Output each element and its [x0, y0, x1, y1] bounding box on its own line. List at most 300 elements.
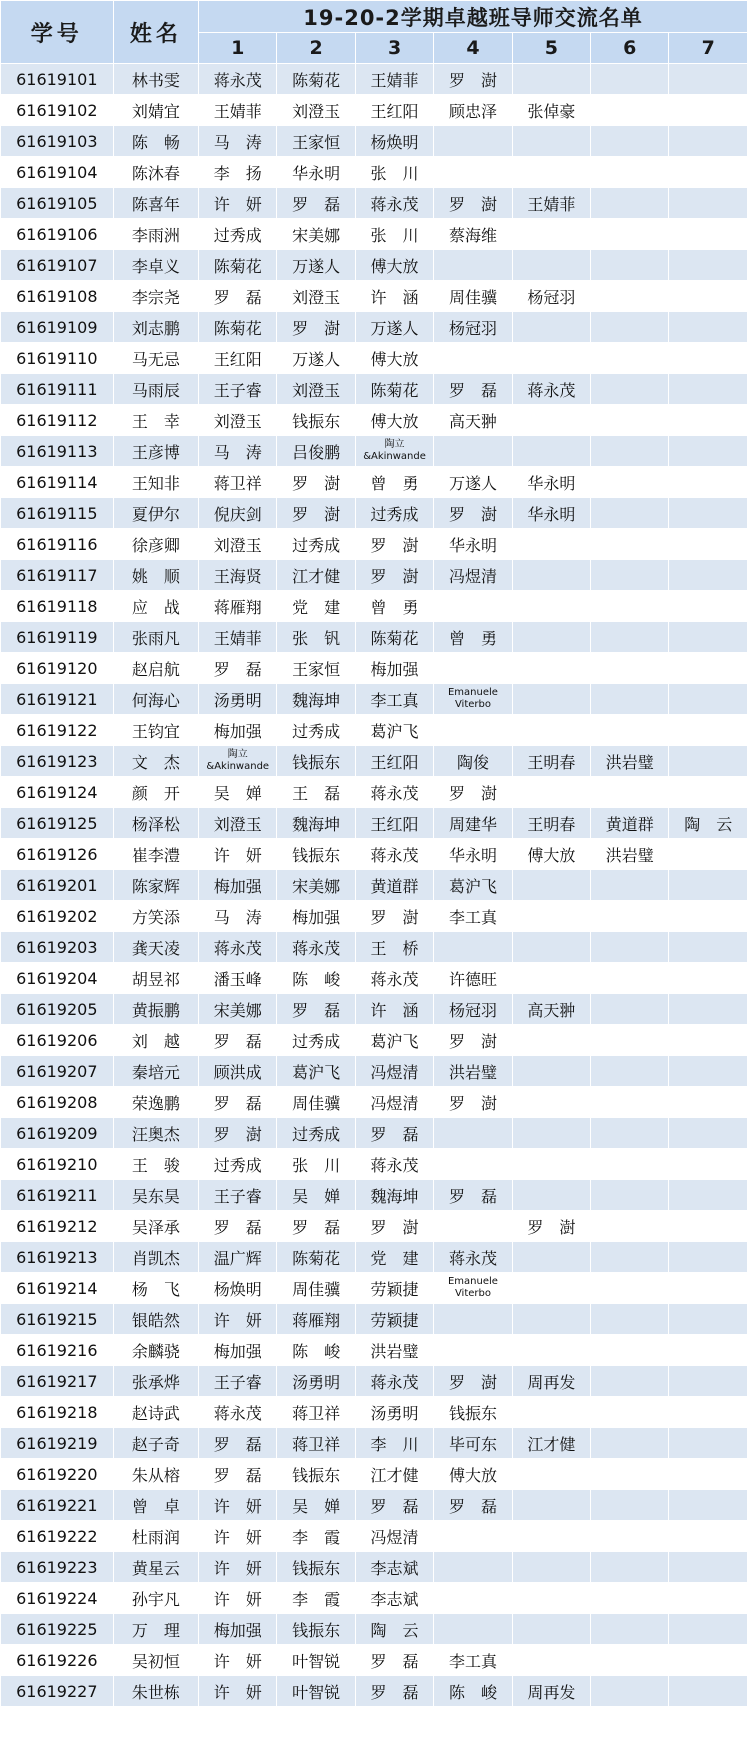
table-row [1, 343, 748, 374]
teacher-cell-5 [512, 870, 590, 901]
teacher-cell-5 [512, 1645, 590, 1676]
teacher-cell-2: 罗 澍 [277, 498, 355, 529]
teacher-cell-1: 潘玉峰 [199, 963, 277, 994]
teacher-cell-3: 魏海坤 [355, 1180, 433, 1211]
teacher-cell-3: 冯煜清 [355, 1087, 433, 1118]
table-row [1, 467, 748, 498]
teacher-cell-2: 叶智锐 [277, 1676, 355, 1707]
teacher-cell-2: 张 钒 [277, 622, 355, 653]
table-row [1, 1490, 748, 1521]
teacher-cell-1: 罗 磊 [199, 1025, 277, 1056]
student-name-cell: 赵子奇 [113, 1428, 198, 1459]
teacher-cell-1: 许 妍 [199, 1676, 277, 1707]
teacher-cell-5 [512, 1459, 590, 1490]
teacher-cell-4: Emanuele Viterbo [434, 1273, 512, 1304]
table-row [1, 1645, 748, 1676]
teacher-cell-3: 劳颖捷 [355, 1304, 433, 1335]
teacher-cell-5: 王明春 [512, 808, 590, 839]
student-id-cell: 61619120 [1, 653, 114, 684]
teacher-cell-3: 罗 澍 [355, 529, 433, 560]
teacher-cell-6 [591, 777, 669, 808]
teacher-cell-5: 蒋永茂 [512, 374, 590, 405]
teacher-cell-4: 李工真 [434, 901, 512, 932]
student-id-cell: 61619126 [1, 839, 114, 870]
table-row [1, 1428, 748, 1459]
teacher-cell-3: 蒋永茂 [355, 1149, 433, 1180]
student-name-cell: 姚 顺 [113, 560, 198, 591]
table-row [1, 95, 748, 126]
teacher-cell-2: 宋美娜 [277, 219, 355, 250]
teacher-cell-5: 傅大放 [512, 839, 590, 870]
teacher-cell-5 [512, 1583, 590, 1614]
teacher-cell-4: 罗 澍 [434, 498, 512, 529]
teacher-cell-7 [669, 219, 748, 250]
teacher-cell-5: 华永明 [512, 467, 590, 498]
header-teacher-5: 5 [512, 33, 590, 64]
teacher-cell-1: 许 妍 [199, 1490, 277, 1521]
table-row [1, 529, 748, 560]
teacher-cell-5: 王婧菲 [512, 188, 590, 219]
teacher-cell-7 [669, 1521, 748, 1552]
student-id-cell: 61619110 [1, 343, 114, 374]
teacher-cell-7 [669, 1397, 748, 1428]
teacher-cell-1: 蒋永茂 [199, 1397, 277, 1428]
student-id-cell: 61619221 [1, 1490, 114, 1521]
student-id-cell: 61619219 [1, 1428, 114, 1459]
teacher-cell-4: 罗 磊 [434, 1180, 512, 1211]
teacher-cell-7 [669, 64, 748, 95]
student-id-cell: 61619105 [1, 188, 114, 219]
student-id-cell: 61619212 [1, 1211, 114, 1242]
teacher-cell-5 [512, 529, 590, 560]
teacher-cell-7 [669, 405, 748, 436]
student-name-cell: 颜 开 [113, 777, 198, 808]
teacher-cell-3: 陈菊花 [355, 622, 433, 653]
teacher-cell-4: 罗 澍 [434, 1366, 512, 1397]
student-id-cell: 61619115 [1, 498, 114, 529]
student-id-cell: 61619202 [1, 901, 114, 932]
teacher-cell-4: 杨冠羽 [434, 994, 512, 1025]
teacher-cell-6 [591, 1180, 669, 1211]
teacher-cell-3: 江才健 [355, 1459, 433, 1490]
teacher-cell-3: 陈菊花 [355, 374, 433, 405]
teacher-cell-4 [434, 932, 512, 963]
teacher-cell-5 [512, 715, 590, 746]
table-row [1, 1056, 748, 1087]
student-id-cell: 61619209 [1, 1118, 114, 1149]
teacher-cell-2: 罗 磊 [277, 1211, 355, 1242]
table-row [1, 870, 748, 901]
header-teacher-3: 3 [355, 33, 433, 64]
teacher-cell-2: 华永明 [277, 157, 355, 188]
teacher-cell-2: 吴 婵 [277, 1490, 355, 1521]
teacher-cell-4 [434, 1335, 512, 1366]
teacher-cell-6 [591, 219, 669, 250]
teacher-cell-4: 陈 峻 [434, 1676, 512, 1707]
teacher-cell-7 [669, 95, 748, 126]
teacher-cell-1: 陶立&Akinwande [199, 746, 277, 777]
teacher-cell-1: 温广辉 [199, 1242, 277, 1273]
teacher-cell-5: 周再发 [512, 1676, 590, 1707]
student-name-cell: 何海心 [113, 684, 198, 715]
teacher-cell-4 [434, 436, 512, 467]
teacher-cell-6: 黄道群 [591, 808, 669, 839]
teacher-cell-6 [591, 963, 669, 994]
teacher-cell-5 [512, 560, 590, 591]
teacher-cell-2: 王 磊 [277, 777, 355, 808]
teacher-cell-6 [591, 64, 669, 95]
teacher-cell-3: 黄道群 [355, 870, 433, 901]
teacher-cell-7 [669, 1676, 748, 1707]
teacher-cell-2: 万遂人 [277, 250, 355, 281]
teacher-cell-3: 李 川 [355, 1428, 433, 1459]
table-row [1, 1459, 748, 1490]
teacher-cell-1: 许 妍 [199, 839, 277, 870]
student-name-cell: 朱世栋 [113, 1676, 198, 1707]
teacher-cell-3: 许 涵 [355, 281, 433, 312]
teacher-cell-6 [591, 622, 669, 653]
teacher-cell-4: 顾忠泽 [434, 95, 512, 126]
teacher-cell-3: 李工真 [355, 684, 433, 715]
student-id-cell: 61619108 [1, 281, 114, 312]
teacher-cell-3: 罗 澍 [355, 1211, 433, 1242]
teacher-cell-1: 李 扬 [199, 157, 277, 188]
teacher-cell-3: 蒋永茂 [355, 777, 433, 808]
teacher-cell-6 [591, 312, 669, 343]
student-name-cell: 文 杰 [113, 746, 198, 777]
teacher-cell-3: 王婧菲 [355, 64, 433, 95]
teacher-cell-1: 刘澄玉 [199, 529, 277, 560]
table-row [1, 1087, 748, 1118]
teacher-cell-5 [512, 1397, 590, 1428]
teacher-cell-5 [512, 1614, 590, 1645]
teacher-cell-5 [512, 591, 590, 622]
student-name-cell: 王彦博 [113, 436, 198, 467]
teacher-cell-7 [669, 622, 748, 653]
student-id-cell: 61619227 [1, 1676, 114, 1707]
teacher-cell-6 [591, 1273, 669, 1304]
teacher-cell-5 [512, 622, 590, 653]
student-id-cell: 61619213 [1, 1242, 114, 1273]
teacher-cell-7 [669, 498, 748, 529]
teacher-cell-6 [591, 1459, 669, 1490]
student-name-cell: 汪奥杰 [113, 1118, 198, 1149]
teacher-cell-2: 梅加强 [277, 901, 355, 932]
student-name-cell: 孙宇凡 [113, 1583, 198, 1614]
student-name-cell: 应 战 [113, 591, 198, 622]
teacher-cell-1: 许 妍 [199, 1304, 277, 1335]
teacher-cell-1: 罗 磊 [199, 281, 277, 312]
student-id-cell: 61619203 [1, 932, 114, 963]
teacher-cell-7 [669, 436, 748, 467]
teacher-cell-4 [434, 157, 512, 188]
teacher-cell-4 [434, 1583, 512, 1614]
teacher-cell-7 [669, 746, 748, 777]
teacher-cell-5: 罗 澍 [512, 1211, 590, 1242]
student-id-cell: 61619121 [1, 684, 114, 715]
student-name-cell: 夏伊尔 [113, 498, 198, 529]
teacher-cell-4 [434, 715, 512, 746]
teacher-cell-5 [512, 1180, 590, 1211]
teacher-cell-6 [591, 436, 669, 467]
teacher-cell-1: 罗 磊 [199, 1459, 277, 1490]
student-name-cell: 银皓然 [113, 1304, 198, 1335]
teacher-cell-3: 王红阳 [355, 746, 433, 777]
teacher-cell-2: 过秀成 [277, 1025, 355, 1056]
teacher-cell-3: 万遂人 [355, 312, 433, 343]
teacher-cell-2: 江才健 [277, 560, 355, 591]
table-row [1, 1118, 748, 1149]
teacher-cell-1: 蒋卫祥 [199, 467, 277, 498]
teacher-cell-6 [591, 1025, 669, 1056]
student-id-cell: 61619204 [1, 963, 114, 994]
student-name-cell: 王 幸 [113, 405, 198, 436]
teacher-cell-2: 蒋卫祥 [277, 1428, 355, 1459]
student-id-cell: 61619118 [1, 591, 114, 622]
teacher-cell-7 [669, 250, 748, 281]
teacher-cell-5 [512, 157, 590, 188]
student-id-cell: 61619210 [1, 1149, 114, 1180]
teacher-cell-6 [591, 529, 669, 560]
teacher-cell-3: 陶 云 [355, 1614, 433, 1645]
student-name-cell: 王钧宜 [113, 715, 198, 746]
teacher-cell-1: 汤勇明 [199, 684, 277, 715]
teacher-cell-1: 许 妍 [199, 188, 277, 219]
teacher-cell-2: 张 川 [277, 1149, 355, 1180]
table-row [1, 901, 748, 932]
student-id-cell: 61619113 [1, 436, 114, 467]
teacher-cell-6 [591, 1521, 669, 1552]
teacher-cell-6 [591, 1428, 669, 1459]
table-row [1, 157, 748, 188]
teacher-cell-4: 傅大放 [434, 1459, 512, 1490]
teacher-cell-2: 陈菊花 [277, 64, 355, 95]
teacher-cell-4: 蔡海维 [434, 219, 512, 250]
table-row [1, 1583, 748, 1614]
teacher-cell-5: 高天翀 [512, 994, 590, 1025]
table-row [1, 808, 748, 839]
student-id-cell: 61619109 [1, 312, 114, 343]
table-title: 19-20-2学期卓越班导师交流名单 [199, 1, 748, 33]
teacher-cell-2: 钱振东 [277, 1552, 355, 1583]
teacher-cell-4: 罗 澍 [434, 777, 512, 808]
teacher-cell-4: 葛沪飞 [434, 870, 512, 901]
teacher-cell-7 [669, 1025, 748, 1056]
table-row [1, 1366, 748, 1397]
teacher-cell-3: 罗 磊 [355, 1118, 433, 1149]
teacher-cell-3: 冯煜清 [355, 1521, 433, 1552]
teacher-cell-2: 钱振东 [277, 746, 355, 777]
header-student-name: 姓名 [113, 1, 198, 64]
teacher-cell-7 [669, 1273, 748, 1304]
table-row [1, 1180, 748, 1211]
teacher-cell-3: 蒋永茂 [355, 188, 433, 219]
teacher-cell-2: 吴 婵 [277, 1180, 355, 1211]
teacher-cell-4 [434, 250, 512, 281]
table-row [1, 436, 748, 467]
student-id-cell: 61619201 [1, 870, 114, 901]
student-id-cell: 61619125 [1, 808, 114, 839]
teacher-cell-5 [512, 1490, 590, 1521]
teacher-cell-3: 罗 澍 [355, 560, 433, 591]
teacher-cell-6 [591, 157, 669, 188]
student-id-cell: 61619215 [1, 1304, 114, 1335]
teacher-cell-5: 杨冠羽 [512, 281, 590, 312]
teacher-cell-7 [669, 529, 748, 560]
teacher-cell-4: 杨冠羽 [434, 312, 512, 343]
teacher-cell-2: 刘澄玉 [277, 281, 355, 312]
student-name-cell: 张承烨 [113, 1366, 198, 1397]
teacher-cell-2: 李 霞 [277, 1521, 355, 1552]
teacher-cell-6 [591, 343, 669, 374]
table-row [1, 1304, 748, 1335]
teacher-cell-7 [669, 157, 748, 188]
teacher-cell-7 [669, 1242, 748, 1273]
teacher-cell-6 [591, 715, 669, 746]
teacher-cell-4: 罗 磊 [434, 1490, 512, 1521]
teacher-cell-7 [669, 281, 748, 312]
teacher-cell-6 [591, 994, 669, 1025]
student-id-cell: 61619211 [1, 1180, 114, 1211]
student-id-cell: 61619106 [1, 219, 114, 250]
teacher-cell-2: 陈菊花 [277, 1242, 355, 1273]
teacher-cell-1: 马 涛 [199, 901, 277, 932]
teacher-cell-4: 曾 勇 [434, 622, 512, 653]
student-name-cell: 陈 畅 [113, 126, 198, 157]
student-id-cell: 61619225 [1, 1614, 114, 1645]
teacher-cell-2: 宋美娜 [277, 870, 355, 901]
teacher-cell-2: 过秀成 [277, 1118, 355, 1149]
table-row [1, 994, 748, 1025]
student-name-cell: 陈沐春 [113, 157, 198, 188]
teacher-cell-6 [591, 498, 669, 529]
student-name-cell: 王知非 [113, 467, 198, 498]
teacher-cell-7 [669, 870, 748, 901]
teacher-cell-2: 周佳骥 [277, 1087, 355, 1118]
teacher-cell-7 [669, 591, 748, 622]
teacher-cell-6 [591, 1087, 669, 1118]
teacher-cell-7 [669, 1614, 748, 1645]
student-id-cell: 61619124 [1, 777, 114, 808]
student-id-cell: 61619207 [1, 1056, 114, 1087]
teacher-cell-5 [512, 436, 590, 467]
teacher-cell-4 [434, 343, 512, 374]
teacher-cell-6 [591, 901, 669, 932]
teacher-cell-4: Emanuele Viterbo [434, 684, 512, 715]
student-id-cell: 61619223 [1, 1552, 114, 1583]
table-row [1, 219, 748, 250]
teacher-cell-3: 王红阳 [355, 95, 433, 126]
teacher-cell-5 [512, 1087, 590, 1118]
student-id-cell: 61619112 [1, 405, 114, 436]
teacher-cell-6 [591, 1676, 669, 1707]
teacher-cell-6 [591, 1304, 669, 1335]
teacher-cell-7 [669, 560, 748, 591]
teacher-cell-4: 冯煜清 [434, 560, 512, 591]
teacher-cell-4 [434, 653, 512, 684]
teacher-cell-1: 吴 婵 [199, 777, 277, 808]
teacher-cell-3: 罗 磊 [355, 1490, 433, 1521]
teacher-cell-1: 罗 澍 [199, 1118, 277, 1149]
table-row [1, 312, 748, 343]
teacher-cell-3: 冯煜清 [355, 1056, 433, 1087]
teacher-cell-4 [434, 1521, 512, 1552]
teacher-cell-4 [434, 1118, 512, 1149]
teacher-cell-1: 蒋永茂 [199, 64, 277, 95]
teacher-cell-1: 王婧菲 [199, 622, 277, 653]
teacher-cell-7 [669, 1149, 748, 1180]
table-row [1, 126, 748, 157]
teacher-cell-4: 钱振东 [434, 1397, 512, 1428]
teacher-cell-7 [669, 715, 748, 746]
teacher-cell-6: 洪岩璧 [591, 746, 669, 777]
table-row [1, 591, 748, 622]
teacher-cell-4: 罗 磊 [434, 374, 512, 405]
teacher-cell-4 [434, 1552, 512, 1583]
teacher-cell-6 [591, 870, 669, 901]
student-id-cell: 61619222 [1, 1521, 114, 1552]
student-name-cell: 龚天凌 [113, 932, 198, 963]
table-row [1, 1211, 748, 1242]
student-name-cell: 万 理 [113, 1614, 198, 1645]
teacher-cell-7 [669, 653, 748, 684]
teacher-cell-3: 葛沪飞 [355, 715, 433, 746]
table-row [1, 684, 748, 715]
teacher-cell-3: 汤勇明 [355, 1397, 433, 1428]
student-name-cell: 朱从榕 [113, 1459, 198, 1490]
teacher-cell-2: 钱振东 [277, 1614, 355, 1645]
teacher-cell-6 [591, 932, 669, 963]
teacher-cell-2: 党 建 [277, 591, 355, 622]
teacher-cell-6 [591, 560, 669, 591]
student-name-cell: 李卓义 [113, 250, 198, 281]
student-name-cell: 黄星云 [113, 1552, 198, 1583]
teacher-cell-5 [512, 250, 590, 281]
teacher-cell-7 [669, 1180, 748, 1211]
teacher-cell-1: 蒋雁翔 [199, 591, 277, 622]
teacher-cell-6 [591, 653, 669, 684]
teacher-cell-2: 罗 澍 [277, 312, 355, 343]
teacher-cell-3: 傅大放 [355, 405, 433, 436]
table-row [1, 963, 748, 994]
teacher-cell-3: 党 建 [355, 1242, 433, 1273]
teacher-cell-7 [669, 1304, 748, 1335]
header-teacher-6: 6 [591, 33, 669, 64]
teacher-cell-6 [591, 1335, 669, 1366]
teacher-cell-7 [669, 1428, 748, 1459]
student-name-cell: 陈家辉 [113, 870, 198, 901]
teacher-cell-2: 汤勇明 [277, 1366, 355, 1397]
teacher-cell-5 [512, 1552, 590, 1583]
table-row [1, 622, 748, 653]
teacher-cell-3: 李志斌 [355, 1552, 433, 1583]
teacher-cell-4: 周建华 [434, 808, 512, 839]
teacher-cell-7 [669, 1211, 748, 1242]
teacher-cell-1: 马 涛 [199, 436, 277, 467]
table-row [1, 498, 748, 529]
teacher-cell-2: 刘澄玉 [277, 374, 355, 405]
table-row [1, 1025, 748, 1056]
teacher-cell-5 [512, 1025, 590, 1056]
teacher-cell-6 [591, 126, 669, 157]
teacher-cell-4: 罗 澍 [434, 64, 512, 95]
teacher-cell-7 [669, 901, 748, 932]
student-name-cell: 赵诗武 [113, 1397, 198, 1428]
teacher-cell-6 [591, 1118, 669, 1149]
table-row [1, 1552, 748, 1583]
teacher-cell-1: 倪庆剑 [199, 498, 277, 529]
teacher-cell-4: 蒋永茂 [434, 1242, 512, 1273]
